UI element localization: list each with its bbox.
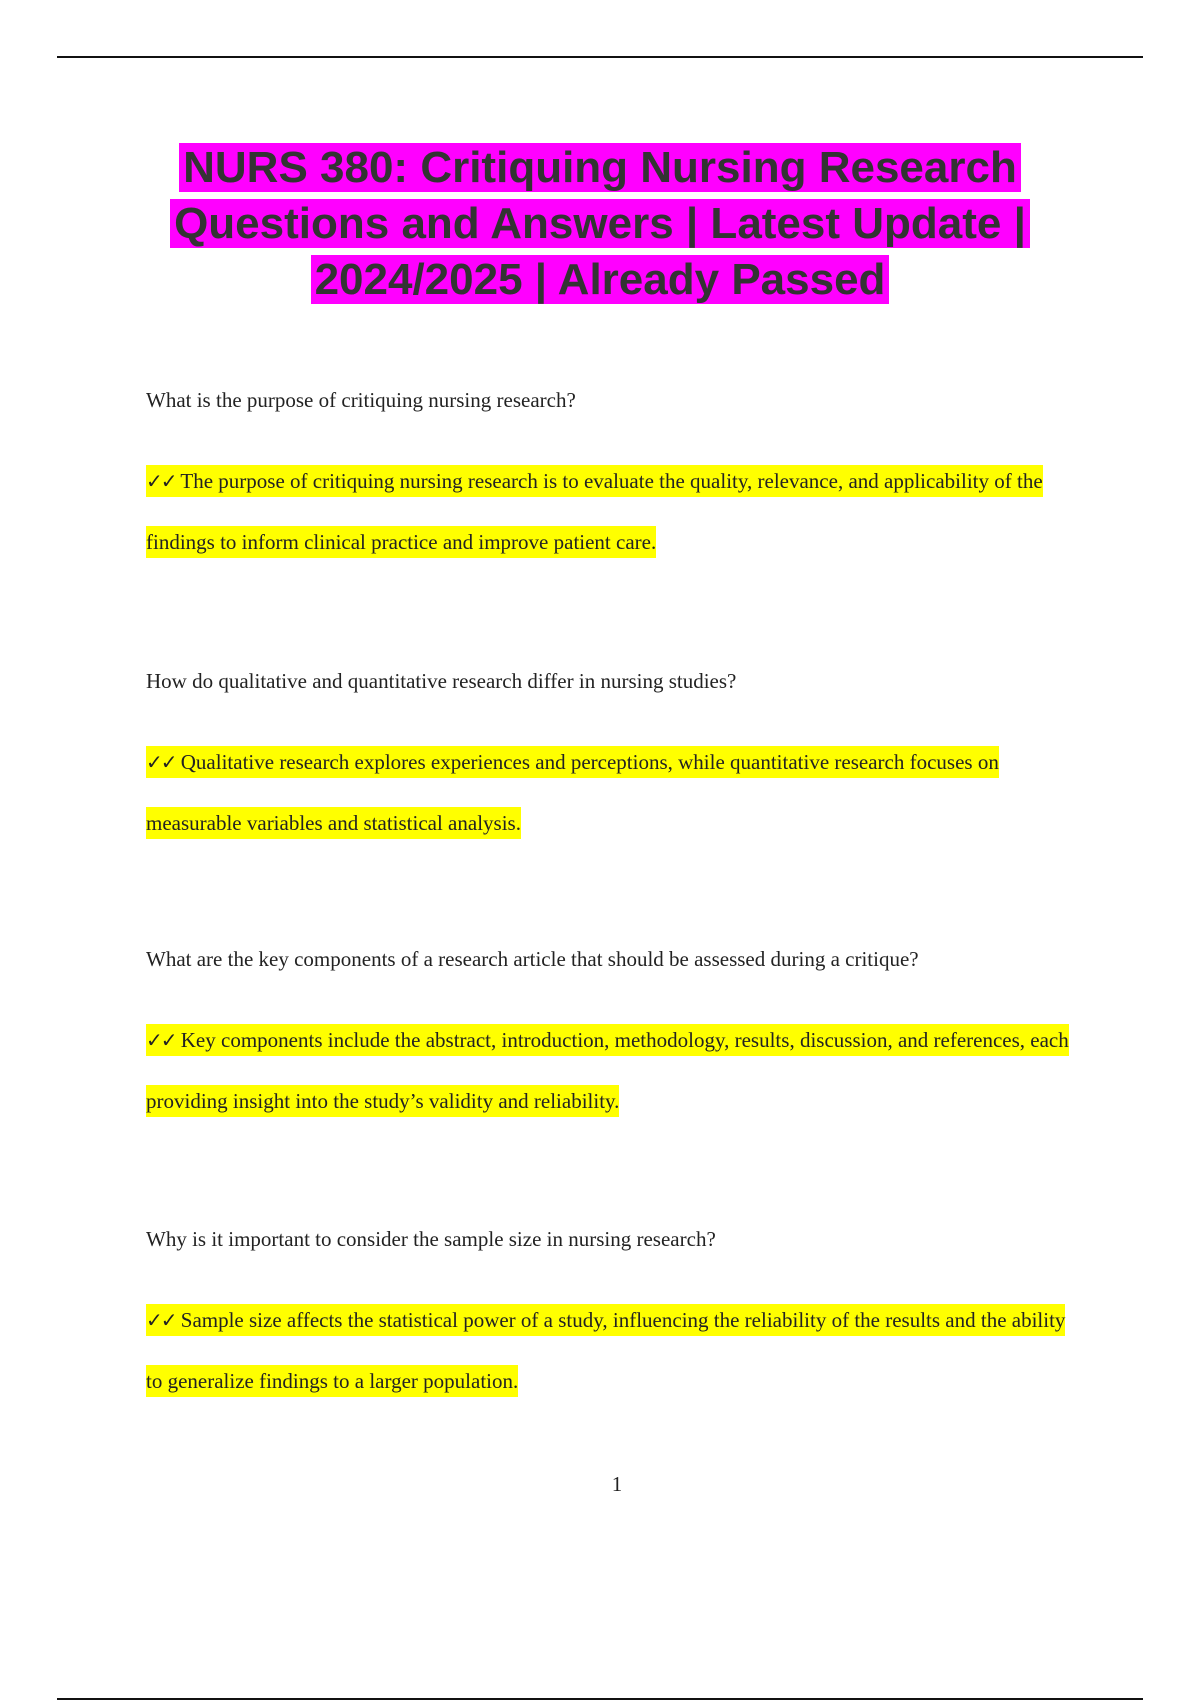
- question-text: Why is it important to consider the sample size in nursing research?: [146, 1227, 716, 1251]
- top-rule: [57, 56, 1143, 58]
- qa-item: [146, 1225, 1076, 1412]
- answer-text: The purpose of critiquing nursing research is to evaluate the quality, relevance, and applicability of the findings to inform clinical practice and improve patient care.: [146, 469, 1043, 554]
- answer-highlight: [146, 1024, 1069, 1117]
- qa-item: [146, 945, 1076, 1132]
- page-number: 1: [611, 1472, 623, 1496]
- document-title: [100, 140, 1100, 308]
- answer-block: [146, 1290, 1076, 1412]
- answer-block: [146, 1010, 1076, 1132]
- answer-block: [146, 732, 1076, 854]
- qa-item: [146, 386, 1076, 573]
- question-text: What are the key components of a research article that should be assessed during a critique?: [146, 947, 919, 971]
- answer-highlight: [146, 465, 1043, 558]
- answer-text: Key components include the abstract, introduction, methodology, results, discussion, and references, each providing insight into the study’s validity and reliability.: [146, 1028, 1069, 1113]
- answer-block: [146, 451, 1076, 573]
- document-title-text: NURS 380: Critiquing Nursing Research Questions and Answers | Latest Update | 2024/2025 | Already Passed: [170, 143, 1030, 304]
- double-check-icon: ✓✓: [146, 1028, 176, 1052]
- question-text: What is the purpose of critiquing nursing research?: [146, 388, 576, 412]
- qa-item: [146, 667, 1076, 854]
- double-check-icon: ✓✓: [146, 750, 176, 774]
- answer-text: Sample size affects the statistical power of a study, influencing the reliability of the results and the ability to generalize findings to a larger population.: [146, 1308, 1066, 1393]
- answer-highlight: [146, 1304, 1065, 1397]
- double-check-icon: ✓✓: [146, 469, 176, 493]
- question-text: How do qualitative and quantitative research differ in nursing studies?: [146, 669, 737, 693]
- answer-text: Qualitative research explores experiences and perceptions, while quantitative research focuses on measurable variables and statistical analysis.: [146, 750, 999, 835]
- answer-highlight: [146, 746, 999, 839]
- double-check-icon: ✓✓: [146, 1308, 176, 1332]
